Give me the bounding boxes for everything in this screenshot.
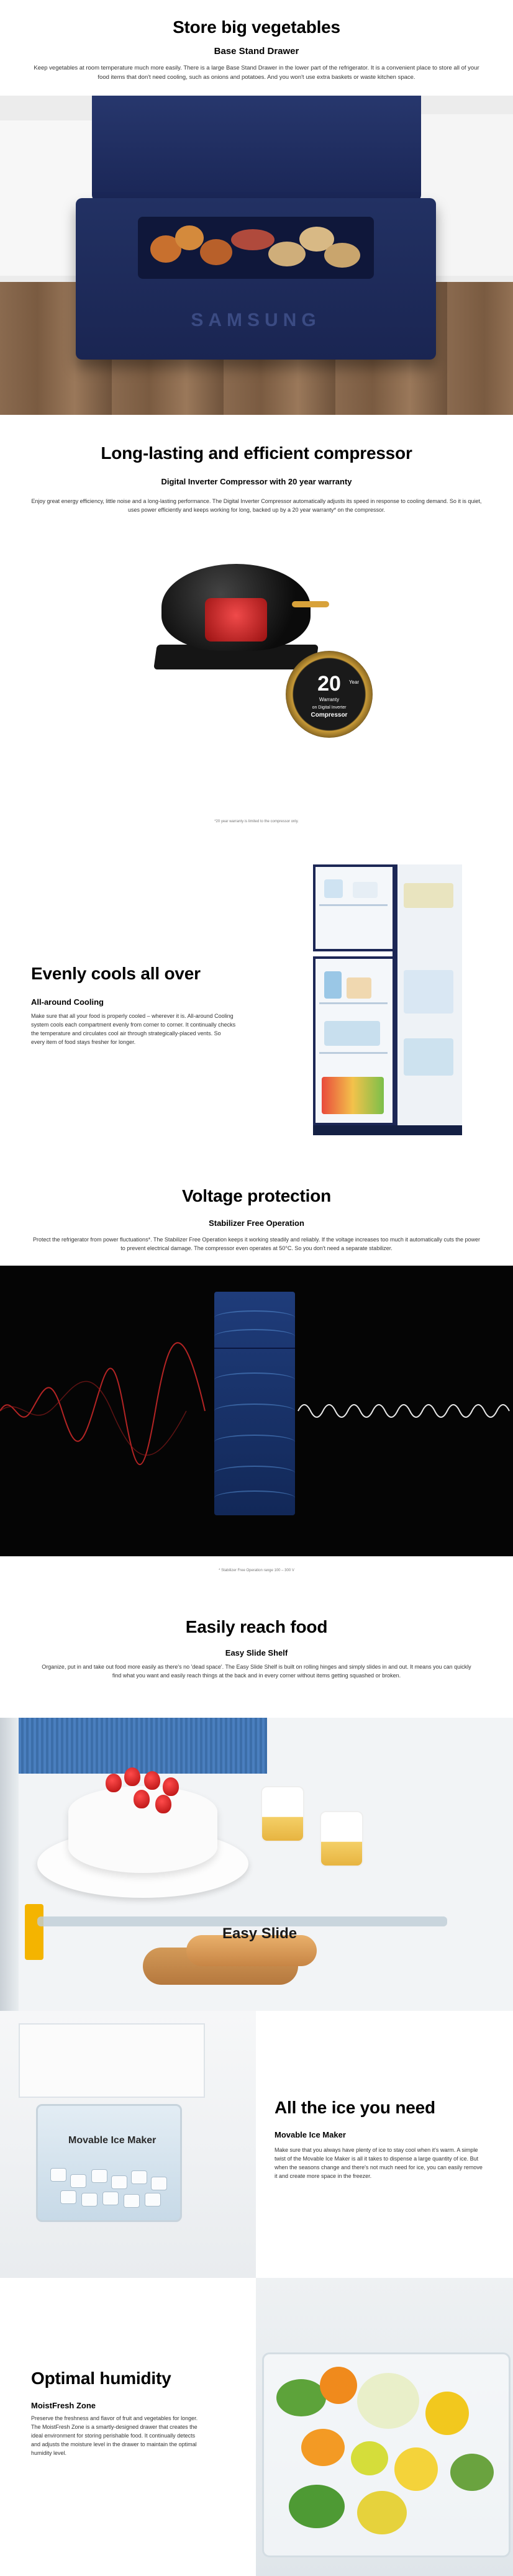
ice-tray <box>36 2104 182 2222</box>
voltage-subtitle: Stabilizer Free Operation <box>209 1218 304 1228</box>
moistfresh-image <box>256 2278 513 2576</box>
fridge-shelf <box>319 1002 388 1004</box>
cooling-section <box>0 864 513 1156</box>
food-box <box>347 977 371 999</box>
lime <box>351 2441 388 2475</box>
fridge-front <box>214 1292 295 1515</box>
badge-line3: Compressor <box>311 712 348 719</box>
bottle <box>324 971 342 999</box>
cabbage <box>357 2373 419 2429</box>
compressor-body: Enjoy great energy efficiency, little noise and a long-lasting performance. The Digital Inverter Compressor automatically adjusts its speed in response to cooling demand. So it is quiet, uses power efficiently and keeps working for long, backed up by a 20 year warranty* on the compressor. <box>31 498 482 513</box>
compressor-section <box>0 415 513 864</box>
base-drawer-image <box>0 96 513 415</box>
strawberry <box>124 1767 140 1786</box>
voltage-footnote: * Stabilizer Free Operation range 100 – 300 V <box>219 1569 294 1572</box>
door-bin <box>404 1038 453 1076</box>
ice-cube <box>151 2177 167 2190</box>
ice-cube <box>60 2190 76 2204</box>
easy-slide-image <box>0 1718 513 2011</box>
fridge-base <box>313 1125 462 1135</box>
orange <box>301 2429 345 2466</box>
door-split <box>214 1348 295 1349</box>
greens <box>276 2379 326 2416</box>
cooling-subtitle: All-around Cooling <box>31 997 104 1007</box>
door-pattern <box>214 1372 295 1387</box>
ice-maker-image <box>0 2011 256 2278</box>
cooling-title: Evenly cools all over <box>31 964 201 983</box>
humidity-body: Preserve the freshness and flavor of fruit and vegetables for longer. The MoistFresh Zone is a smartly-designed drawer that creates the ideal environment for storing perishable food. It continually detects and adjusts the moisture level in the drawer to maintain the optimal humidity level. <box>31 2415 198 2456</box>
fridge-wall <box>0 1718 19 2011</box>
voltage-title: Voltage protection <box>181 1186 332 1205</box>
freezer-item <box>324 879 343 898</box>
ice-cube <box>145 2193 161 2206</box>
ice-section <box>0 2011 513 2278</box>
strawberry <box>163 1777 179 1796</box>
ice-cube <box>81 2193 98 2206</box>
strawberry <box>155 1795 171 1813</box>
ice-body: Make sure that you always have plenty of ice to stay cool when it's warm. A simple twist of the Movable Ice Maker is all it takes to dispense a large quantity of ice. But when the seasons change and there's not much need for ice, you can easily remove it and create more space in the freezer. <box>275 2147 483 2179</box>
brand-logo: SAMSUNG <box>191 310 321 330</box>
lemon <box>394 2447 438 2491</box>
sweet-potato <box>231 229 275 250</box>
blue-vent-panel <box>19 1718 267 1774</box>
door-pattern <box>214 1490 295 1505</box>
slide-subtitle: Easy Slide Shelf <box>225 1648 288 1658</box>
potato <box>324 243 360 268</box>
ice-cube <box>50 2168 66 2182</box>
fridge-door <box>393 864 462 1125</box>
compressor-motor <box>205 598 267 642</box>
slide-body: Organize, put in and take out food more easily as there's no 'dead space'. The Easy Slide Shelf is built on rolling hinges and simply slides in and out. It means you can quickly find what you want and easily reach things at the back and in every corner without items getting squashed or broken. <box>42 1664 471 1679</box>
voltage-footnote-row <box>0 1556 513 1594</box>
voltage-body: Protect the refrigerator from power fluctuations*. The Stabilizer Free Operation keeps it working steadily and reliably. If the voltage increases too much it automatically cuts the power to prevent electrical damage. The compressor even operates at 50°C. So you don't need a separate stabilizer. <box>32 1236 480 1251</box>
door-bin <box>404 883 453 908</box>
base-stand-drawer <box>76 198 436 360</box>
open-fridge-image <box>313 864 462 1130</box>
badge-line2: on Digital Inverter <box>312 705 347 710</box>
voltage-image <box>0 1266 513 1556</box>
badge-line1: Warranty <box>319 697 340 702</box>
pudding-cup <box>320 1811 363 1867</box>
fridge-shelf <box>319 1052 388 1054</box>
strawberry <box>106 1774 122 1792</box>
humidity-title: Optimal humidity <box>31 2369 171 2388</box>
fridge-bottom <box>92 96 421 201</box>
stable-voltage-wave <box>298 1405 509 1417</box>
freezer-shelf <box>319 904 388 906</box>
drawer-interior <box>138 217 374 279</box>
ice-cube <box>131 2170 147 2184</box>
vegetables-title: Store big vegetables <box>173 17 340 37</box>
badge-number: 20 <box>317 672 341 696</box>
greens <box>450 2454 494 2491</box>
pudding-cup <box>261 1786 304 1842</box>
ice-maker-label: Movable Ice Maker <box>68 2135 157 2146</box>
warranty-badge <box>286 651 379 738</box>
vegetable-crisper <box>322 1077 384 1114</box>
moistfresh-drawer <box>262 2352 511 2557</box>
voltage-section <box>0 1156 513 1266</box>
ice-cube <box>91 2169 107 2183</box>
freezer-item <box>353 882 378 898</box>
orange <box>320 2367 357 2404</box>
strawberry <box>134 1790 150 1808</box>
vegetables-body: Keep vegetables at room temperature much more easily. There is a large Base Stand Drawer in the lower part of the refrigerator. It is a convenient place to store all of your food items that don't need cooling, such as onions and potatoes. And you won't use extra baskets or waste kitchen space. <box>34 65 479 81</box>
badge-unit: Year <box>348 679 359 685</box>
ice-title: All the ice you need <box>275 2098 435 2117</box>
ice-maker-top <box>19 2023 205 2098</box>
lemon <box>357 2491 407 2534</box>
door-pattern <box>214 1404 295 1418</box>
vegetables-section <box>0 0 513 96</box>
door-pattern <box>214 1435 295 1449</box>
vegetables-subtitle: Base Stand Drawer <box>214 46 299 57</box>
compressor-footnote: *20 year warranty is limited to the compressor only. <box>214 820 299 823</box>
unstable-voltage-wave <box>0 1343 205 1464</box>
potato <box>268 242 306 266</box>
compressor-pipe <box>292 601 329 607</box>
door-pattern <box>214 1466 295 1481</box>
door-bin <box>404 970 453 1014</box>
ice-cube <box>124 2194 140 2208</box>
container <box>324 1021 380 1046</box>
ice-cube <box>70 2174 86 2188</box>
ice-cube <box>102 2192 119 2205</box>
humidity-section <box>0 2278 513 2576</box>
broccoli <box>289 2485 345 2528</box>
easy-slide-label: Easy Slide <box>222 1925 297 1942</box>
onion <box>175 225 204 250</box>
compressor-title: Long-lasting and efficient compressor <box>101 443 412 463</box>
strawberry <box>144 1771 160 1790</box>
ice-cube <box>111 2175 127 2189</box>
compressor-subtitle: Digital Inverter Compressor with 20 year warranty <box>161 477 352 486</box>
cooling-body: Make sure that all your food is properly cooled – wherever it is. All-around Cooling system cools each compartment evenly from corner to corner. It continually checks the temperature and circulates cool air through strategically-placed vents. So every item of food stays fresher for longer. <box>31 1013 236 1045</box>
door-pattern <box>214 1329 295 1344</box>
slide-section <box>0 1594 513 1718</box>
ice-subtitle: Movable Ice Maker <box>275 2130 346 2139</box>
humidity-subtitle: MoistFresh Zone <box>31 2401 96 2410</box>
lemon <box>425 2392 469 2435</box>
door-pattern <box>214 1310 295 1325</box>
juice-bottle <box>25 1904 43 1960</box>
slide-title: Easily reach food <box>185 1617 328 1636</box>
onion <box>200 239 232 265</box>
